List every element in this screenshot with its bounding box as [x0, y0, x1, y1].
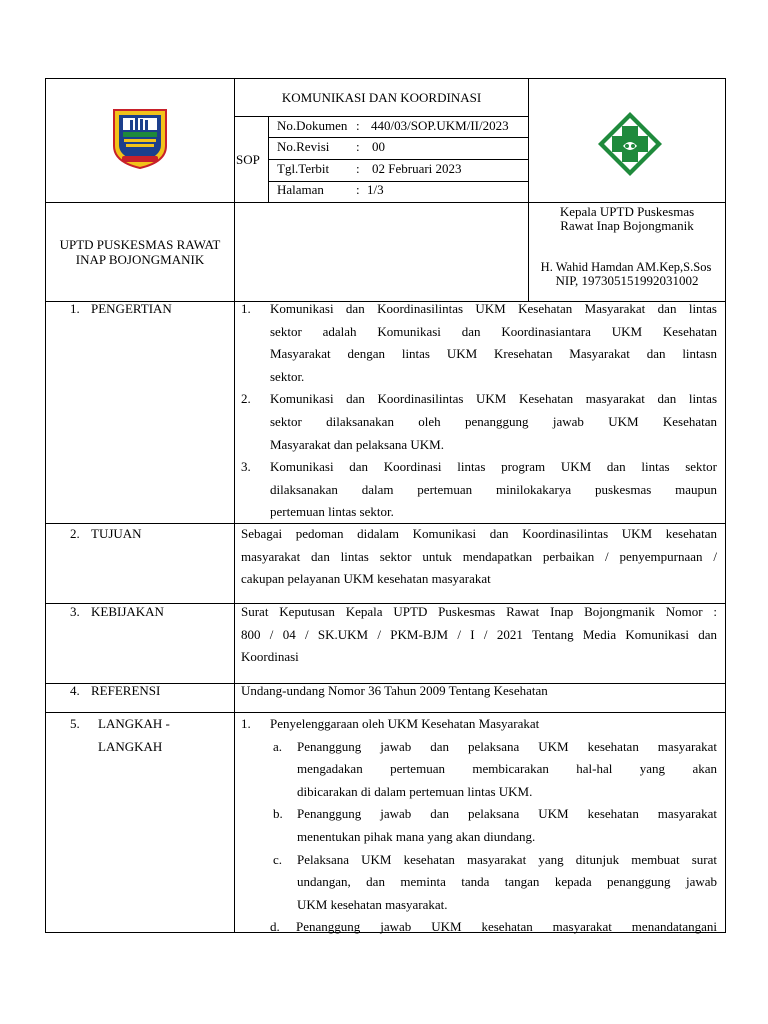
- body-column-divider: [234, 301, 235, 933]
- langkah-item-1-text: Penyelenggaraan oleh UKM Kesehatan Masyarakat: [270, 716, 540, 731]
- langkah-sub-c-line: undangan, dan meminta tanda tangan kepada penanggung jawab: [297, 874, 717, 890]
- revision-value: 00: [372, 139, 385, 154]
- pengertian-item-1-number: 1.: [241, 301, 251, 316]
- issue-date-sep: :: [356, 161, 360, 176]
- tujuan-line: Sebagai pedoman didalam Komunikasi dan Koordinasilintas UKM kesehatan: [241, 526, 717, 541]
- document-title: KOMUNIKASI DAN KOORDINASI: [281, 90, 482, 105]
- header-middle-line: [45, 202, 726, 203]
- langkah-sub-c-number: c.: [273, 851, 283, 867]
- section-number-5: 5.: [70, 716, 80, 731]
- page-sep: :: [356, 182, 360, 197]
- doc-number-label: No.Dokumen: [277, 118, 348, 133]
- pengertian-item-3-line: dilaksanakan dalam pertemuan minilokakarya puskesmas maupun: [270, 481, 717, 497]
- langkah-sub-d-number: d.: [270, 919, 280, 935]
- langkah-item-1-number: 1.: [241, 716, 251, 731]
- pengertian-item-3-number: 3.: [241, 459, 251, 475]
- langkah-sub-a-line: dibicarakan di dalam pertemuan lintas UKM.: [297, 783, 533, 799]
- pengertian-item-1-line: Masyarakat dengan lintas UKM Kresehatan Masyarakat dan lintasn: [270, 346, 717, 362]
- pengertian-item-2-line: sektor dilaksanakan oleh penanggung jawab UKM Kesehatan: [270, 414, 717, 429]
- kebijakan-line: Surat Keputusan Kepala UPTD Puskesmas Rawat Inap Bojongmanik Nomor :: [241, 604, 717, 619]
- pengertian-item-2-line: Komunikasi dan Koordinasilintas UKM Kesehatan masyarakat dan lintas: [270, 391, 717, 407]
- org-name-line1: UPTD PUSKESMAS RAWAT: [59, 237, 221, 252]
- regency-emblem-icon: [110, 106, 170, 170]
- langkah-sub-a-line: Penanggung jawab dan pelaksana UKM kesehatan masyarakat: [297, 738, 717, 754]
- section-label-langkah-1: LANGKAH -: [98, 716, 170, 731]
- section-label-referensi: REFERENSI: [91, 683, 161, 698]
- row-separator-1: [268, 137, 528, 138]
- pengertian-item-1-line: sektor adalah Komunikasi dan Koordinasiantara UKM Kesehatan: [270, 323, 717, 339]
- frame-left: [45, 78, 46, 933]
- doc-number-sep: :: [356, 118, 360, 133]
- org-name-line2: INAP BOJONGMANIK: [75, 252, 205, 267]
- page-label: Halaman: [277, 182, 324, 197]
- section-label-langkah-2: LANGKAH: [98, 738, 163, 754]
- pengertian-item-1-line: sektor.: [270, 368, 305, 384]
- pengertian-item-1-line: Komunikasi dan Koordinasilintas UKM Kesehatan Masyarakat dan lintas: [270, 301, 717, 316]
- pengertian-item-3-line: Komunikasi dan Koordinasi lintas program UKM dan lintas sektor: [270, 459, 717, 475]
- langkah-sub-b-line: menentukan pihak mana yang akan diundang.: [297, 829, 536, 844]
- pengertian-item-2-line: Masyarakat dan pelaksana UKM.: [270, 436, 444, 452]
- pengertian-item-2-number: 2.: [241, 391, 251, 407]
- pengertian-item-3-line: pertemuan lintas sektor.: [270, 504, 394, 520]
- issue-date-value: 02 Februari 2023: [372, 161, 462, 176]
- revision-sep: :: [356, 139, 360, 154]
- langkah-sub-d-line: Penanggung jawab UKM kesehatan masyarakat menandatangani: [296, 919, 717, 935]
- doc-number-value: 440/03/SOP.UKM/II/2023: [371, 118, 509, 133]
- sign-title-line2: Rawat Inap Bojongmanik: [560, 218, 694, 233]
- langkah-sub-a-line: mengadakan pertemuan membicarakan hal-hal yang akan: [297, 761, 717, 777]
- page-value: 1/3: [367, 182, 384, 197]
- langkah-sub-b-number: b.: [273, 806, 283, 822]
- revision-label: No.Revisi: [277, 139, 330, 154]
- section-label-tujuan: TUJUAN: [91, 526, 142, 541]
- section-label-kebijakan: KEBIJAKAN: [91, 604, 164, 619]
- puskesmas-cross-icon: [596, 110, 664, 178]
- section-number-1: 1.: [70, 301, 80, 316]
- section-number-3: 3.: [70, 604, 80, 619]
- header-divider-left: [234, 78, 235, 302]
- sop-label: SOP: [236, 152, 260, 167]
- section-label-pengertian: PENGERTIAN: [91, 301, 172, 316]
- sign-title-line1: Kepala UPTD Puskesmas: [559, 204, 695, 219]
- kebijakan-line: Koordinasi: [241, 649, 299, 665]
- referensi-text: Undang-undang Nomor 36 Tahun 2009 Tentang Kesehatan: [241, 683, 548, 698]
- sign-name: H. Wahid Hamdan AM.Kep,S.Sos: [540, 260, 712, 274]
- langkah-sub-a-number: a.: [273, 738, 283, 754]
- langkah-sub-c-line: Pelaksana UKM kesehatan masyarakat yang ditunjuk membuat surat: [297, 851, 717, 867]
- row-separator-2: [268, 159, 528, 160]
- langkah-sub-b-line: Penanggung jawab dan pelaksana UKM kesehatan masyarakat: [297, 806, 717, 822]
- tujuan-line: cakupan pelayanan UKM kesehatan masyarakat: [241, 571, 491, 587]
- kebijakan-line: 800 / 04 / SK.UKM / PKM-BJM / I / 2021 Tentang Media Komunikasi dan: [241, 626, 717, 642]
- section-number-4: 4.: [70, 683, 80, 698]
- issue-date-label: Tgl.Terbit: [277, 161, 330, 176]
- section-number-2: 2.: [70, 526, 80, 541]
- langkah-sub-c-line: UKM kesehatan masyarakat.: [297, 896, 448, 912]
- sign-nip: NIP, 197305151992031002: [555, 273, 699, 288]
- frame-right: [725, 78, 726, 933]
- frame-top: [45, 78, 726, 79]
- title-separator: [234, 116, 528, 117]
- tujuan-line: masyarakat dan lintas sektor untuk mendapatkan perbaikan / penyempurnaan /: [241, 548, 717, 564]
